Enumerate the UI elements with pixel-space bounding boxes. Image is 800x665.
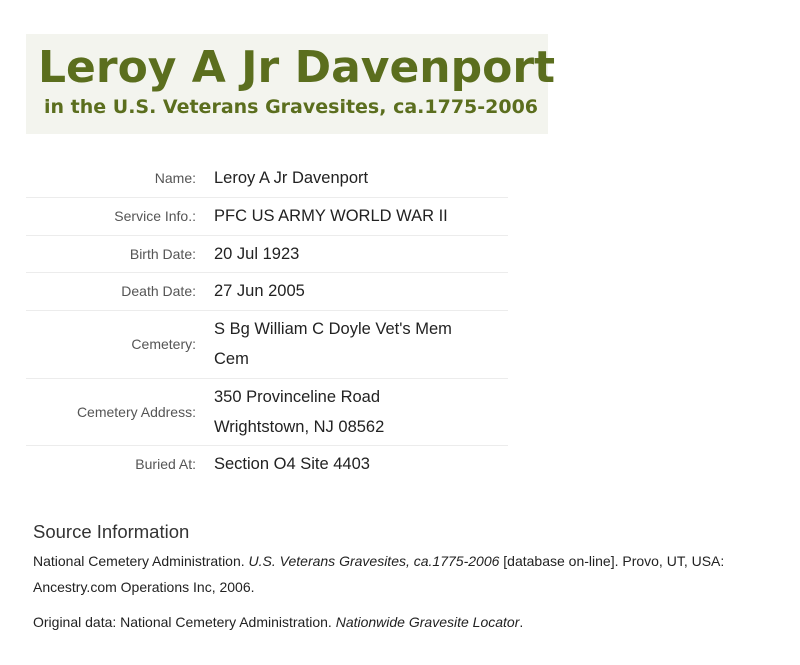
death-label: Death Date: — [121, 283, 196, 299]
address-value-line2: Wrightstown, NJ 08562 — [214, 417, 385, 436]
collection-subtitle: in the U.S. Veterans Gravesites, ca.1775-2006 — [44, 96, 539, 118]
address-value — [214, 378, 508, 445]
source-citation — [33, 548, 795, 600]
address-label: Cemetery Address: — [76, 403, 196, 420]
original-prefix: Original data: National Cemetery Administration. — [33, 614, 336, 630]
buried-label: Buried At: — [135, 455, 196, 472]
record-row-birth — [26, 235, 508, 272]
record-row-service — [26, 197, 508, 235]
record-row-name — [26, 160, 508, 197]
name-value: Leroy A Jr Davenport — [214, 169, 369, 188]
cemetery-value-line1: S Bg William C Doyle Vet's Mem — [214, 320, 452, 338]
buried-value: Section O4 Site 4403 — [214, 454, 370, 473]
citation-title: U.S. Veterans Gravesites, ca.1775-2006 — [248, 553, 500, 569]
address-value-line1: 350 Provinceline Road — [214, 387, 381, 406]
record-row-buried — [26, 445, 508, 482]
name-label: Name: — [154, 170, 196, 187]
service-value: PFC US ARMY WORLD WAR II — [214, 207, 448, 225]
cemetery-value-line2: Cem — [214, 350, 249, 368]
birth-value: 20 Jul 1923 — [214, 244, 300, 263]
citation-prefix: National Cemetery Administration. — [33, 553, 249, 569]
title-banner — [26, 34, 556, 134]
record-row-death — [26, 272, 508, 310]
birth-label: Birth Date: — [129, 245, 196, 262]
record-row-cemetery — [26, 310, 508, 378]
cemetery-label: Cemetery: — [131, 336, 196, 352]
death-value: 27 Jun 2005 — [214, 282, 305, 300]
page-title: Leroy A Jr Davenport — [38, 42, 556, 93]
source-heading: Source Information — [33, 521, 190, 542]
service-label: Service Info.: — [114, 208, 196, 224]
original-suffix: . — [519, 614, 524, 630]
original-data-citation — [33, 609, 795, 635]
citation-suffix: [database on-line]. Provo, UT, USA: Ancestry.com Operations Inc, 2006. — [33, 553, 725, 595]
record-details-table — [26, 160, 508, 482]
record-row-address — [26, 378, 508, 445]
original-title: Nationwide Gravesite Locator — [335, 614, 520, 630]
cemetery-value — [214, 310, 508, 378]
